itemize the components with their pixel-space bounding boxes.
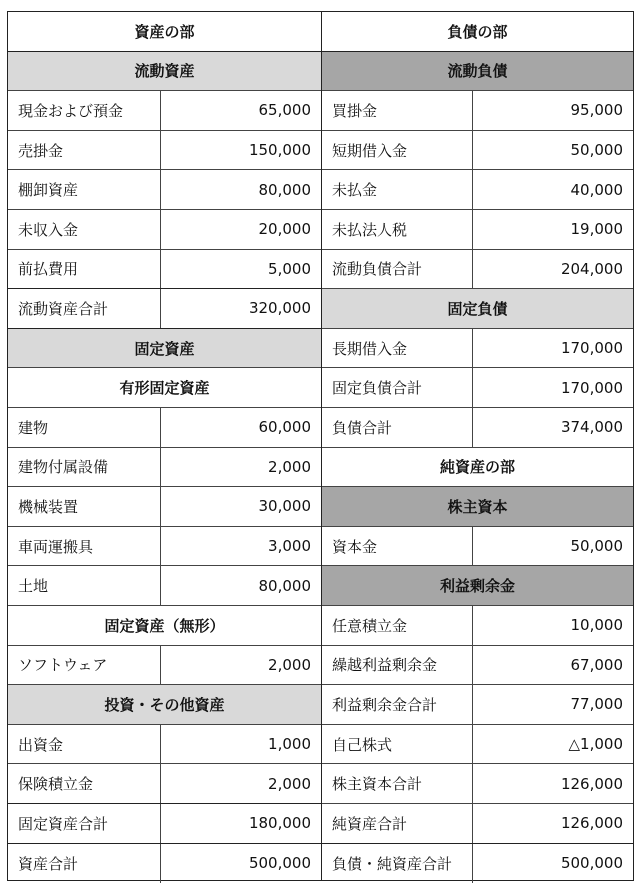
row-label: 資本金	[322, 527, 473, 566]
assets-column	[8, 12, 321, 880]
row-label: 土地	[8, 566, 161, 605]
row-value: 80,000	[258, 180, 311, 199]
row-value: 60,000	[258, 418, 311, 437]
row-value: 10,000	[570, 616, 623, 635]
row-label: 短期借入金	[322, 131, 473, 170]
row-value: 65,000	[258, 101, 311, 120]
row-value: 204,000	[560, 259, 623, 278]
total-liabilities-and-equity	[322, 844, 633, 884]
row-label: 任意積立金	[322, 606, 473, 645]
current-assets-header: 流動資産	[8, 52, 321, 92]
row-value: 170,000	[560, 339, 623, 358]
row-label: 未払金	[322, 170, 473, 209]
table-row	[322, 91, 633, 131]
row-value: 2,000	[268, 774, 311, 793]
table-row	[322, 329, 633, 369]
row-label: 固定負債合計	[322, 368, 473, 407]
row-label: 前払費用	[8, 250, 161, 289]
row-value: 2,000	[268, 457, 311, 476]
row-value: 3,000	[268, 537, 311, 556]
row-value: 95,000	[570, 101, 623, 120]
row-value: △1,000	[568, 735, 623, 754]
table-row	[8, 408, 321, 448]
row-label: 売掛金	[8, 131, 161, 170]
fixed-liabilities-header: 固定負債	[322, 289, 633, 329]
row-label: 資産合計	[8, 844, 161, 884]
total-liabilities	[322, 408, 633, 448]
row-label: 機械装置	[8, 487, 161, 526]
row-label: 流動資産合計	[8, 289, 161, 328]
table-row	[322, 131, 633, 171]
table-row	[8, 131, 321, 171]
row-label: 出資金	[8, 725, 161, 764]
row-value: 1,000	[268, 735, 311, 754]
current-assets-total	[8, 289, 321, 329]
row-value: 170,000	[560, 378, 623, 397]
table-row	[8, 250, 321, 290]
row-value: 126,000	[560, 774, 623, 793]
row-label: 現金および預金	[8, 91, 161, 130]
table-row	[322, 606, 633, 646]
table-row	[8, 448, 321, 488]
row-label: 負債・純資産合計	[322, 844, 473, 884]
fixed-assets-header: 固定資産	[8, 329, 321, 369]
row-value: 30,000	[258, 497, 311, 516]
row-label: 利益剰余金合計	[322, 685, 473, 724]
row-label: 繰越利益剰余金	[322, 646, 473, 685]
table-row	[8, 646, 321, 686]
row-label: 買掛金	[322, 91, 473, 130]
row-label: 負債合計	[322, 408, 473, 447]
row-label: 流動負債合計	[322, 250, 473, 289]
investments-header: 投資・その他資産	[8, 685, 321, 725]
row-label: 車両運搬具	[8, 527, 161, 566]
table-row	[322, 210, 633, 250]
row-label: 純資産合計	[322, 804, 473, 843]
table-row	[8, 764, 321, 804]
row-value: 20,000	[258, 220, 311, 239]
row-label: 自己株式	[322, 725, 473, 764]
row-value: 67,000	[570, 655, 623, 674]
row-value: 320,000	[248, 299, 311, 318]
table-row	[322, 646, 633, 686]
capital-row	[322, 527, 633, 567]
row-value: 50,000	[570, 141, 623, 160]
balance-sheet	[7, 11, 634, 881]
table-row	[8, 487, 321, 527]
row-value: 374,000	[560, 418, 623, 437]
current-liabilities-header: 流動負債	[322, 52, 633, 92]
row-label: 未収入金	[8, 210, 161, 249]
row-value: 50,000	[570, 537, 623, 556]
row-label: 保険積立金	[8, 764, 161, 803]
row-label: 固定資産合計	[8, 804, 161, 843]
table-row	[8, 725, 321, 765]
table-row	[8, 91, 321, 131]
fixed-assets-total	[8, 804, 321, 844]
row-label: 長期借入金	[322, 329, 473, 368]
row-value: 500,000	[248, 854, 311, 873]
row-label: ソフトウェア	[8, 646, 161, 685]
row-label: 未払法人税	[322, 210, 473, 249]
retained-earnings-header: 利益剰余金	[322, 566, 633, 606]
row-label: 棚卸資産	[8, 170, 161, 209]
row-value: 40,000	[570, 180, 623, 199]
row-value: 150,000	[248, 141, 311, 160]
liabilities-title: 負債の部	[322, 12, 633, 52]
equity-title: 純資産の部	[322, 448, 633, 488]
table-row	[8, 527, 321, 567]
tangible-assets-header: 有形固定資産	[8, 368, 321, 408]
fixed-liabilities-total	[322, 368, 633, 408]
table-row	[322, 170, 633, 210]
row-label: 株主資本合計	[322, 764, 473, 803]
row-value: 126,000	[560, 814, 623, 833]
row-value: 180,000	[248, 814, 311, 833]
row-value: 500,000	[560, 854, 623, 873]
current-liabilities-total	[322, 250, 633, 290]
table-row	[8, 566, 321, 606]
liabilities-equity-column	[321, 12, 633, 880]
retained-earnings-total	[322, 685, 633, 725]
table-row	[8, 170, 321, 210]
row-value: 19,000	[570, 220, 623, 239]
table-row	[8, 210, 321, 250]
row-value: 5,000	[268, 259, 311, 278]
assets-title: 資産の部	[8, 12, 321, 52]
row-value: 77,000	[570, 695, 623, 714]
treasury-stock-row	[322, 725, 633, 765]
row-value: 80,000	[258, 576, 311, 595]
row-label: 建物	[8, 408, 161, 447]
row-label: 建物付属設備	[8, 448, 161, 487]
total-assets	[8, 844, 321, 884]
row-value: 2,000	[268, 655, 311, 674]
shareholders-equity-total	[322, 764, 633, 804]
shareholders-equity-header: 株主資本	[322, 487, 633, 527]
total-equity	[322, 804, 633, 844]
intangible-assets-header: 固定資産（無形）	[8, 606, 321, 646]
